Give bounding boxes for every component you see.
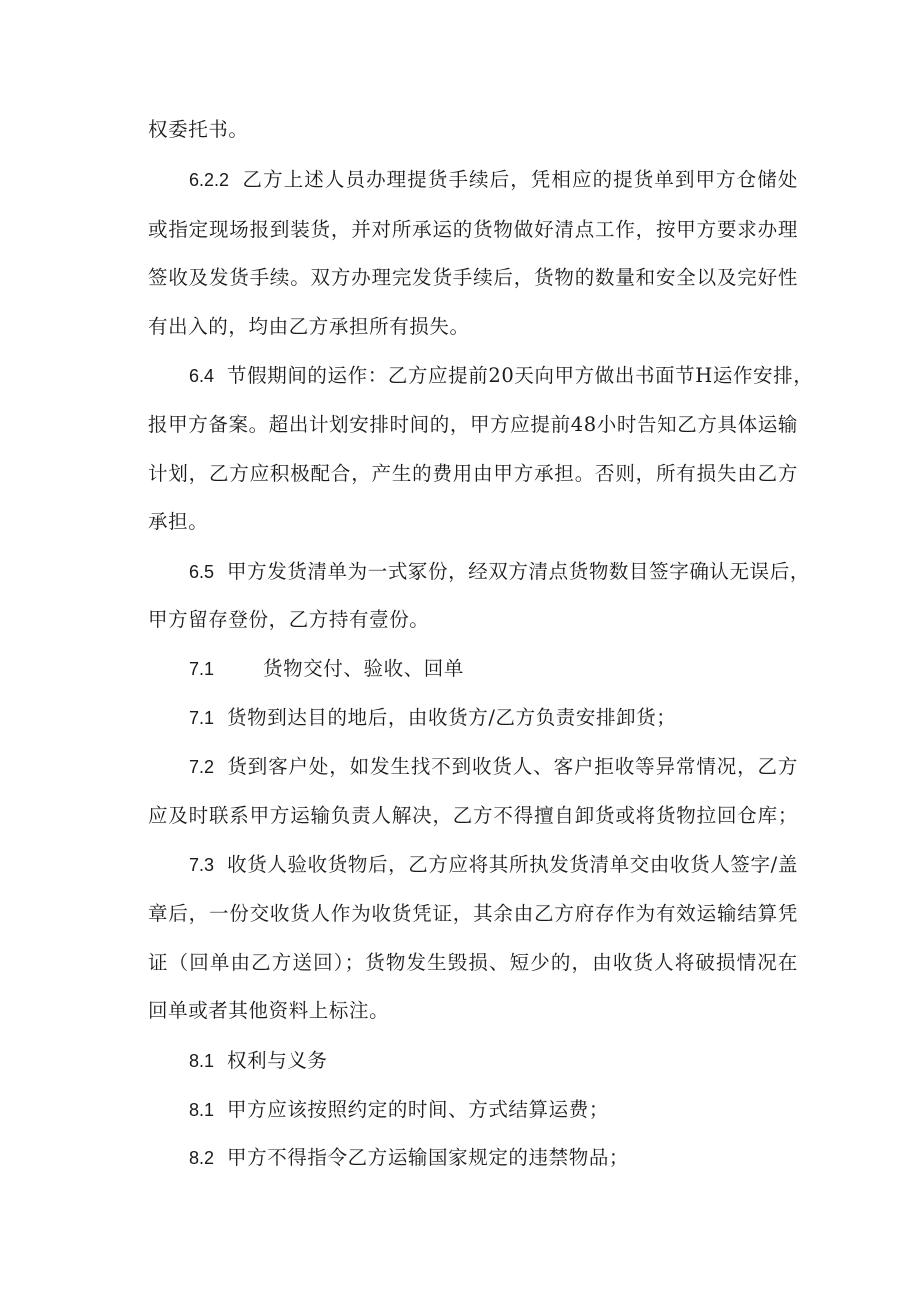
paragraph-line [148, 608, 798, 632]
line-text: 签收及发货手续。双方办理完发货手续后，货物的数量和安全以及完好性 [148, 266, 798, 289]
line-text: 节假期间的运作：乙方应提前20天向甲方做出书面节H运作安排， [227, 364, 814, 387]
section-number: 7.1 [189, 659, 215, 679]
line-text: 货到客户处，如发生找不到收货人、客户拒收等异常情况，乙方 [227, 755, 798, 778]
section-heading-8 [189, 1049, 798, 1073]
line-text: 有出入的，均由乙方承担所有损失。 [148, 315, 470, 338]
section-number: 8.1 [189, 1051, 215, 1071]
line-text: 甲方留存登份，乙方持有壹份。 [148, 608, 430, 631]
clause-number: 6.2.2 [189, 170, 230, 190]
line-text: 甲方应该按照约定的时间、方式结算运费； [227, 1098, 609, 1121]
paragraph-line [148, 315, 798, 339]
paragraph-line [148, 462, 798, 486]
paragraph-line [148, 118, 798, 142]
line-text: 收货人验收货物后，乙方应将其所执发货清单交由收货人签字/盖 [227, 853, 798, 876]
line-text: 证（回单由乙方送回）；货物发生毁损、短少的，由收货人将破损情况在 [148, 951, 798, 974]
line-text: 货物到达目的地后，由收货方/乙方负责安排卸货； [227, 706, 677, 729]
paragraph-line [148, 951, 798, 975]
clause-number: 6.4 [189, 366, 215, 386]
section-heading-7 [189, 657, 798, 681]
clause-number: 7.1 [189, 708, 215, 728]
line-text: 回单或者其他资料上标注。 [148, 999, 390, 1022]
paragraph-line [148, 266, 798, 290]
clause-number: 8.2 [189, 1148, 215, 1168]
paragraph-line [148, 510, 798, 534]
line-text: 甲方不得指令乙方运输国家规定的违禁物品； [227, 1146, 630, 1169]
section-title: 货物交付、验收、回单 [263, 657, 465, 680]
line-text: 计划，乙方应积极配合，产生的费用由甲方承担。否则，所有损失由乙方 [148, 462, 798, 485]
line-text: 或指定现场报到装货，并对所承运的货物做好清点工作，按甲方要求办理 [148, 218, 798, 241]
line-text: 报甲方备案。超出计划安排时间的，甲方应提前48小时告知乙方具体运输 [148, 413, 798, 436]
paragraph-line [148, 218, 798, 242]
clause-number: 7.2 [189, 757, 215, 777]
line-text: 应及时联系甲方运输负责人解决，乙方不得擅自卸货或将货物拉回仓库； [148, 804, 798, 827]
clause-6-2-2 [189, 168, 798, 192]
clause-number: 6.5 [189, 562, 215, 582]
clause-number: 8.1 [189, 1100, 215, 1120]
clause-7-3 [189, 853, 798, 877]
clause-6-4 [189, 364, 814, 388]
line-text: 章后，一份交收货人作为收货凭证，其余由乙方府存作为有效运输结算凭 [148, 902, 798, 925]
clause-8-1 [189, 1098, 798, 1122]
paragraph-line [148, 902, 798, 926]
line-text: 承担。 [148, 510, 209, 533]
clause-7-1 [189, 706, 798, 730]
clause-7-2 [189, 755, 798, 779]
paragraph-line [148, 413, 798, 437]
clause-8-2 [189, 1146, 798, 1170]
clause-number: 7.3 [189, 855, 215, 875]
paragraph-line [148, 999, 798, 1023]
line-text: 权委托书。 [148, 118, 249, 141]
line-text: 甲方发货清单为一式冢份，经双方清点货物数目签字确认无误后， [227, 560, 810, 583]
line-text: 乙方上述人员办理提货手续后，凭相应的提货单到甲方仓储处 [242, 168, 798, 191]
section-title: 权利与义务 [227, 1049, 328, 1072]
clause-6-5 [189, 560, 810, 584]
paragraph-line [148, 804, 798, 828]
